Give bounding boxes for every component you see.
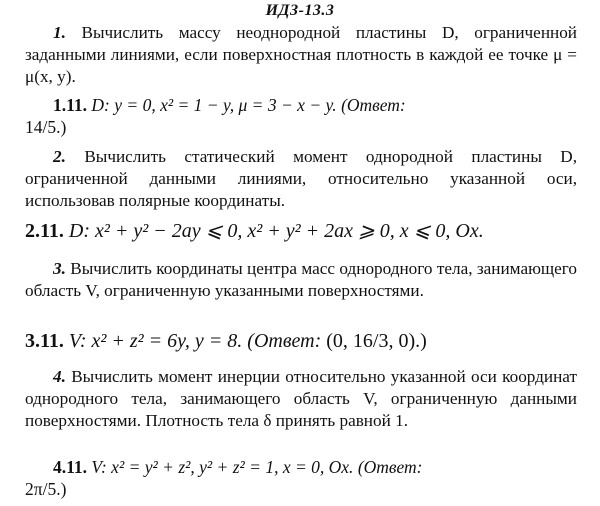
problem-3-11-body: V: x² + z² = 6y, y = 8. xyxy=(68,330,243,352)
task-2 xyxy=(25,146,577,212)
task-4 xyxy=(25,366,577,432)
task-3-text: Вычислить координаты центра масс однородного тела, занимающего область V, ограниченную указанными поверхностями. xyxy=(25,259,577,300)
problem-4-11 xyxy=(25,456,585,478)
problem-4-11-answer: 2π/5.) xyxy=(25,479,67,499)
task-4-number: 4. xyxy=(53,367,66,386)
problem-1-11-answer: 14/5.) xyxy=(25,117,67,137)
problem-1-11 xyxy=(25,94,585,116)
task-1-number: 1. xyxy=(53,23,66,42)
task-1-text: Вычислить массу неоднородной пластины D, ограниченной заданными линиями, если поверхностная плотность в каждой ее точке μ = μ(x, y). xyxy=(25,23,578,86)
task-1 xyxy=(25,22,577,88)
problem-3-11-answer-label: (Ответ: xyxy=(247,330,322,352)
problem-3-11-answer: (0, 16/3, 0).) xyxy=(326,330,427,352)
problem-3-11 xyxy=(25,330,585,352)
problem-1-11-answer-label: (Ответ: xyxy=(341,95,406,115)
task-2-number: 2. xyxy=(53,147,66,166)
task-4-text: Вычислить момент инерции относительно указанной оси координат однородного тела, занимающего область V, ограниченную данными поверхностями. Плотность тела δ принять равной 1. xyxy=(25,367,577,430)
problem-4-11-body: V: x² = y² + z², y² + z² = 1, x = 0, Ox. xyxy=(91,457,354,477)
problem-4-11-number: 4.11. xyxy=(53,457,88,477)
problem-3-11-number: 3.11. xyxy=(25,330,64,352)
problem-2-11-number: 2.11. xyxy=(25,220,64,242)
problem-4-11-answer-label: (Ответ: xyxy=(357,457,423,477)
problem-2-11-body: D: x² + y² − 2ay ⩽ 0, x² + y² + 2ax ⩾ 0, x ⩽ 0, Ox. xyxy=(68,220,484,242)
problem-1-11-body: D: y = 0, x² = 1 − y, μ = 3 − x − y. xyxy=(91,95,337,115)
task-3 xyxy=(25,258,577,302)
problem-2-11 xyxy=(25,220,585,242)
problem-1-11-number: 1.11. xyxy=(53,95,88,115)
task-3-number: 3. xyxy=(53,259,66,278)
task-2-text: Вычислить статический момент однородной пластины D, ограниченной данными линиями, относительно указанной оси, использовав полярные координаты. xyxy=(25,147,578,210)
page-title: ИДЗ-13.3 xyxy=(265,2,335,19)
